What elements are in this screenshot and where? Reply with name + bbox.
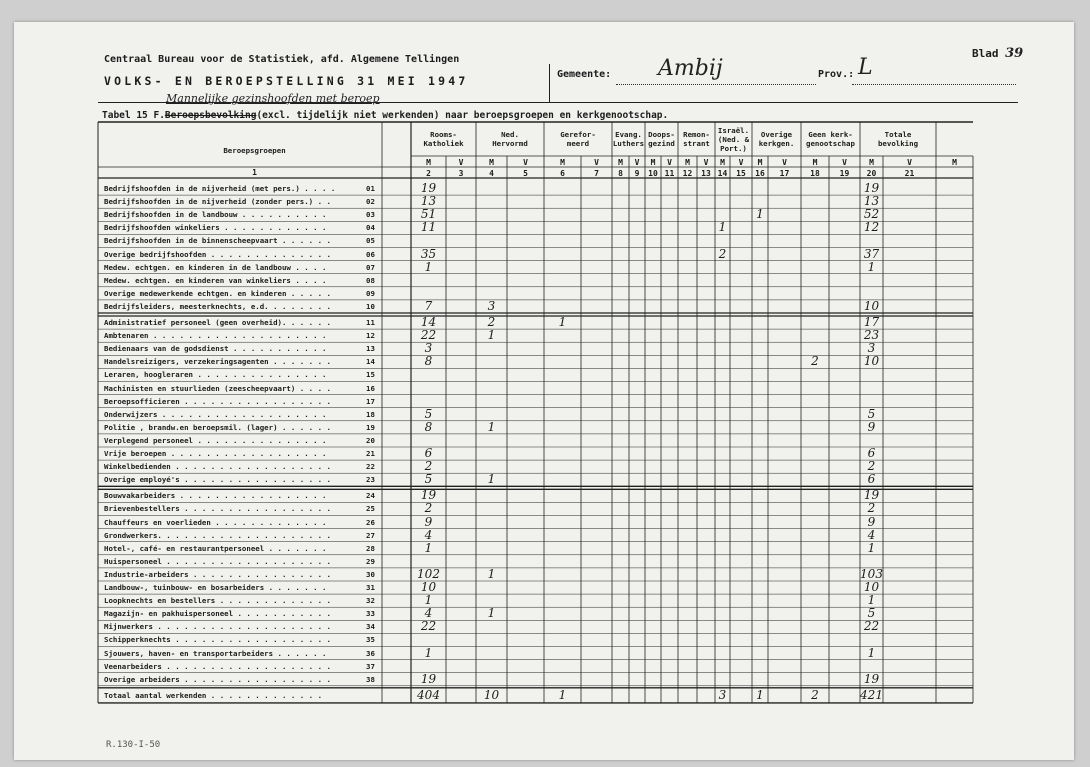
- group-header-3: [544, 130, 612, 148]
- row-number: 14: [366, 357, 375, 367]
- row-number: 11: [366, 318, 375, 327]
- total-cell-value: 10: [483, 687, 500, 702]
- cell-value: 19: [863, 671, 880, 686]
- cell-value: 19: [420, 671, 437, 686]
- row-number: 07: [366, 262, 375, 272]
- column-number: 4: [489, 169, 494, 178]
- row-label-17: Beroepsofficieren . . . . . . . . . . . . . . . . .: [104, 396, 331, 406]
- row-label-04: Bedrijfshoofden winkeliers . . . . . . . . . . . .: [104, 223, 327, 233]
- group-header-line: Remon-: [683, 130, 710, 139]
- column-number: 21: [904, 169, 915, 178]
- cell-value: 51: [420, 207, 437, 222]
- row-label-31: Landbouw-, tuinbouw- en bosarbeiders . . . . . . .: [104, 583, 327, 592]
- row-number: 08: [366, 275, 375, 285]
- cell-value: 1: [867, 645, 876, 660]
- row-number: 25: [366, 504, 375, 514]
- row-label-09: Overige medewerkende echtgen. en kinderen . . . . .: [104, 288, 331, 298]
- cell-value: 2: [867, 501, 876, 516]
- row-number: 29: [366, 556, 375, 566]
- mv-label: V: [738, 158, 744, 167]
- cell-value: 37: [863, 246, 880, 261]
- group-header-line: meerd: [566, 139, 590, 148]
- cell-value: 5: [867, 606, 876, 621]
- blad-label: Blad: [972, 47, 999, 60]
- cell-value: 103: [860, 566, 883, 581]
- mv-label: M: [869, 158, 874, 167]
- row-label-19: Politie , brandw.en beroepsmil. (lager) . . . . . .: [104, 422, 331, 432]
- row-number: 30: [366, 569, 375, 579]
- cell-value: 5: [867, 406, 876, 421]
- cell-value: 1: [424, 645, 433, 660]
- form-code: R.130-I-50: [106, 740, 161, 750]
- column-number: 7: [594, 169, 599, 178]
- column-number: 19: [839, 169, 850, 178]
- column-number: 16: [755, 169, 765, 178]
- blad-value: 39: [1005, 46, 1024, 61]
- cell-value: 19: [863, 181, 880, 195]
- cell-value: 4: [867, 527, 876, 542]
- group-header-2: [476, 130, 544, 148]
- row-label-24: Bouwvakarbeiders . . . . . . . . . . . . . . . . .: [104, 491, 327, 501]
- row-number: 12: [366, 331, 375, 341]
- mv-label: M: [489, 158, 494, 167]
- cell-value: 3: [487, 298, 496, 313]
- cell-value: 22: [420, 619, 437, 634]
- row-label-12: Ambtenaren . . . . . . . . . . . . . . . . . . . .: [104, 331, 327, 341]
- row-number: 22: [366, 462, 375, 472]
- column-number: 2: [426, 169, 431, 178]
- cell-value: 1: [558, 315, 567, 329]
- row-number: 26: [366, 517, 375, 527]
- row-label-28: Hotel-, café- en restaurantpersoneel . . . . . . .: [104, 543, 327, 553]
- census-title: VOLKS- EN BEROEPSTELLING 31 MEI 1947: [104, 74, 469, 88]
- group-header-line: Ned.: [501, 130, 519, 139]
- row-label-11: Administratief personeel (geen overheid). . . . . .: [104, 318, 331, 327]
- handwritten-subtitle: Mannelijke gezinshoofden met beroep: [166, 92, 380, 105]
- row-label-15: Leraren, hoogleraren . . . . . . . . . . . . . . .: [104, 370, 327, 380]
- cell-value: 1: [424, 593, 433, 608]
- cell-value: 10: [420, 580, 437, 594]
- cell-value: 11: [420, 220, 437, 235]
- gemeente-value: Ambij: [658, 56, 723, 81]
- row-label-22: Winkelbedienden . . . . . . . . . . . . . . . . . .: [104, 462, 331, 472]
- group-header-line: Evang.: [615, 130, 642, 139]
- cell-value: 6: [867, 472, 876, 487]
- cell-value: 4: [424, 606, 433, 621]
- group-header-line: Rooms-: [430, 130, 457, 139]
- column-number: 15: [736, 169, 746, 178]
- row-label-16: Machinisten en stuurlieden (zeescheepvaart) . . . .: [104, 383, 331, 393]
- total-cell-value: 2: [811, 687, 819, 702]
- total-cell-value: 421: [860, 687, 883, 702]
- mv-label: V: [458, 158, 464, 167]
- row-label-02: Bedrijfshoofden in de nijverheid (zonder pers.) . .: [104, 197, 331, 207]
- row-label-03: Bedrijfshoofden in de landbouw . . . . . . . . . .: [104, 210, 327, 220]
- row-number: 24: [366, 491, 375, 501]
- group-header-8: [752, 130, 801, 148]
- group-header-10: [860, 130, 936, 148]
- cell-value: 1: [487, 566, 496, 581]
- row-label-26: Chauffeurs en voerlieden . . . . . . . . . . . . .: [104, 517, 327, 527]
- row-label-07: Medew. echtgen. en kinderen in de landbouw . . . .: [104, 262, 327, 272]
- group-header-1: [411, 130, 476, 148]
- cell-value: 5: [424, 472, 433, 487]
- group-header-line: Hervormd: [492, 139, 528, 148]
- cell-value: 8: [424, 354, 433, 369]
- tabel-prefix: Tabel 15 F.: [102, 110, 165, 121]
- row-number: 04: [366, 223, 375, 233]
- row-number: 17: [366, 396, 375, 406]
- group-header-6: [678, 130, 715, 148]
- row-label-01: Bedrijfshoofden in de nijverheid (met pers.) . . . .: [104, 184, 336, 193]
- column-number: 6: [560, 169, 565, 178]
- group-header-line: Israël.: [717, 125, 750, 135]
- cell-value: 7: [424, 298, 433, 313]
- mv-label: M: [618, 158, 623, 167]
- row-number: 31: [366, 583, 375, 592]
- mv-label: M: [720, 158, 725, 167]
- group-header-line: genootschap: [806, 139, 855, 148]
- column-number: 20: [866, 169, 877, 178]
- organization-name: Centraal Bureau voor de Statistiek, afd. Algemene Tellingen: [104, 54, 460, 65]
- row-number: 06: [366, 249, 375, 259]
- mv-label: M: [685, 158, 690, 167]
- column-number: 12: [682, 169, 693, 178]
- cell-value: 22: [420, 328, 437, 343]
- row-number: 15: [366, 370, 375, 380]
- column-number: 5: [523, 169, 528, 178]
- row-number: 35: [366, 635, 375, 645]
- cell-value: 19: [420, 181, 437, 195]
- cell-value: 10: [863, 298, 880, 313]
- mv-label: M: [952, 158, 957, 167]
- cell-value: 3: [424, 341, 433, 356]
- row-label-37: Veenarbeiders . . . . . . . . . . . . . . . . . . .: [104, 661, 331, 671]
- group-header-line: Geen kerk-: [808, 130, 853, 139]
- province-value: L: [858, 55, 873, 80]
- tabel-caption-rest: (excl. tijdelijk niet werkenden) naar beroepsgroepen en kerkgenootschap.: [256, 110, 669, 121]
- group-header-line: gezind: [648, 139, 675, 148]
- mv-label: M: [560, 158, 565, 167]
- row-label-13: Bedienaars van de godsdienst . . . . . . . . . . .: [104, 344, 327, 354]
- row-number: 37: [366, 661, 375, 671]
- mv-label: M: [757, 158, 763, 167]
- cell-value: 1: [718, 220, 727, 235]
- column-number: 18: [810, 169, 820, 178]
- mv-label: V: [907, 158, 912, 167]
- row-label-29: Huispersoneel . . . . . . . . . . . . . . . . . . .: [104, 556, 331, 566]
- row-number: 18: [366, 409, 375, 419]
- cell-value: 2: [811, 354, 819, 369]
- row-label-38: Overige arbeiders . . . . . . . . . . . . . . . . .: [104, 674, 331, 684]
- cell-value: 5: [424, 406, 433, 421]
- cell-value: 12: [863, 220, 880, 235]
- row-label-36: Sjouwers, haven- en transportarbeiders . . . . . .: [104, 648, 327, 658]
- column-number: 1: [252, 168, 257, 177]
- group-header-line: Luthers: [612, 139, 645, 148]
- column-number: 14: [717, 169, 728, 178]
- group-header-4: [612, 130, 645, 148]
- mv-label: V: [594, 158, 599, 167]
- row-number: 10: [366, 301, 375, 311]
- row-number: 19: [366, 422, 375, 432]
- cell-value: 9: [867, 514, 876, 529]
- row-label-34: Mijnwerkers . . . . . . . . . . . . . . . . . . . .: [104, 622, 331, 632]
- group-header-7: [715, 126, 752, 153]
- cell-value: 1: [867, 259, 876, 274]
- mv-label: V: [523, 158, 528, 167]
- row-number: 32: [366, 596, 375, 606]
- cell-value: 1: [424, 540, 433, 555]
- group-header-line: Port.): [720, 143, 747, 153]
- gemeente-label: Gemeente:: [557, 69, 612, 80]
- row-label-10: Bedrijfsleiders, meesterknechts, e.d. . . . . . . .: [104, 301, 331, 311]
- cell-value: 6: [867, 446, 876, 460]
- cell-value: 6: [424, 446, 433, 460]
- column-number: 10: [648, 169, 658, 178]
- row-label-23: Overige employé's . . . . . . . . . . . . . . . . .: [104, 475, 331, 485]
- row-number: 20: [366, 435, 375, 445]
- row-label-20: Verplegend personeel . . . . . . . . . . . . . . .: [104, 435, 327, 445]
- cell-value: 1: [487, 606, 496, 621]
- cell-value: 1: [487, 328, 496, 343]
- row-number: 21: [366, 449, 375, 458]
- group-header-line: kerkgen.: [758, 139, 795, 148]
- census-sheet: [14, 22, 1074, 760]
- cell-value: 2: [718, 246, 727, 261]
- row-label-21: Vrije beroepen . . . . . . . . . . . . . . . . . .: [104, 449, 327, 458]
- row-label-27: Grondwerkers. . . . . . . . . . . . . . . . . . . .: [104, 530, 331, 540]
- cell-value: 13: [863, 194, 880, 209]
- row-label-06: Overige bedrijfshoofden . . . . . . . . . . . . . .: [104, 249, 331, 259]
- group-header-line: (Ned. &: [717, 134, 750, 144]
- column-number: 3: [458, 169, 464, 178]
- cell-value: 10: [863, 580, 880, 594]
- row-number: 33: [366, 609, 375, 619]
- cell-value: 1: [487, 472, 496, 487]
- mv-label: V: [667, 158, 672, 167]
- column-number: 11: [664, 169, 675, 178]
- row-number: 02: [366, 197, 375, 207]
- row-label-05: Bedrijfshoofden in de binnenscheepvaart . . . . . .: [104, 236, 331, 246]
- row-label-14: Handelsreizigers, verzekeringsagenten . . . . . . .: [104, 357, 331, 367]
- total-row-label: Totaal aantal werkenden . . . . . . . . . . . . .: [104, 690, 323, 700]
- row-label-35: Schipperknechts . . . . . . . . . . . . . . . . . .: [104, 635, 331, 645]
- cell-value: 14: [420, 315, 437, 329]
- cell-value: 17: [863, 315, 880, 329]
- cell-value: 4: [424, 527, 433, 542]
- cell-value: 3: [867, 341, 876, 356]
- cell-value: 1: [756, 207, 764, 222]
- group-header-line: Overige: [760, 130, 793, 139]
- cell-value: 13: [420, 194, 437, 209]
- cell-value: 23: [863, 328, 880, 343]
- row-number: 23: [366, 475, 375, 485]
- row-number: 38: [366, 674, 375, 684]
- group-header-line: Gerefor-: [560, 130, 596, 139]
- cell-value: 2: [424, 459, 433, 474]
- group-header-line: strant: [683, 139, 710, 148]
- cell-value: 52: [863, 207, 880, 222]
- column-number: 9: [634, 169, 640, 178]
- mv-label: M: [426, 158, 431, 167]
- cell-value: 102: [417, 566, 440, 581]
- column-number: 8: [618, 169, 623, 178]
- mv-label: M: [812, 158, 818, 167]
- mv-label: V: [634, 158, 640, 167]
- cell-value: 2: [424, 501, 433, 516]
- mv-label: V: [842, 158, 847, 167]
- column-number: 17: [779, 169, 790, 178]
- row-number: 16: [366, 383, 375, 393]
- cell-value: 1: [487, 419, 496, 434]
- row-number: 34: [366, 622, 375, 632]
- total-cell-value: 3: [718, 687, 727, 702]
- total-cell-value: 1: [756, 687, 764, 702]
- row-number: 05: [366, 236, 375, 246]
- row-label-30: Industrie-arbeiders . . . . . . . . . . . . . . . .: [104, 569, 331, 579]
- group-header-line: Totale: [884, 130, 912, 139]
- cell-value: 1: [867, 593, 876, 608]
- group-header-line: Doops-: [648, 130, 675, 139]
- cell-value: 2: [867, 459, 876, 474]
- mv-label: V: [782, 158, 787, 167]
- row-number: 28: [366, 543, 375, 553]
- cell-value: 35: [420, 246, 437, 261]
- row-number: 03: [366, 210, 375, 220]
- group-header-line: Katholiek: [423, 139, 464, 148]
- row-label-32: Loopknechts en bestellers . . . . . . . . . . . . .: [104, 596, 331, 606]
- row-label-08: Medew. echtgen. en kinderen van winkeliers . . . .: [104, 275, 327, 285]
- row-number: 27: [366, 530, 375, 540]
- row-number: 13: [366, 344, 375, 354]
- province-label: Prov.:: [818, 69, 855, 80]
- cell-value: 9: [867, 419, 876, 434]
- cell-value: 19: [863, 488, 880, 503]
- cell-value: 2: [487, 315, 496, 329]
- mv-label: V: [703, 158, 709, 167]
- row-label-25: Brievenbestellers . . . . . . . . . . . . . . . . .: [104, 504, 331, 514]
- cell-value: 1: [867, 540, 876, 555]
- cell-value: 19: [420, 488, 437, 503]
- row-label-18: Onderwijzers . . . . . . . . . . . . . . . . . . .: [104, 409, 327, 419]
- mv-label: M: [650, 158, 656, 167]
- row-header-label: Beroepsgroepen: [223, 146, 286, 155]
- cell-value: 22: [863, 619, 880, 634]
- cell-value: 9: [424, 514, 433, 529]
- total-cell-value: 1: [558, 687, 567, 702]
- total-cell-value: 404: [417, 687, 440, 702]
- group-header-line: bevolking: [877, 139, 919, 148]
- group-header-9: [801, 130, 860, 148]
- tabel-struck-word: Beroepsbevolking: [164, 110, 257, 121]
- row-number: 09: [366, 288, 375, 298]
- cell-value: 1: [424, 259, 433, 274]
- row-number: 01: [366, 184, 375, 193]
- row-number: 36: [366, 648, 375, 658]
- column-number: 13: [701, 169, 711, 178]
- cell-value: 8: [424, 419, 433, 434]
- cell-value: 10: [863, 354, 880, 369]
- row-label-33: Magazijn- en pakhuispersoneel . . . . . . . . . . .: [104, 609, 331, 619]
- group-header-5: [645, 130, 678, 148]
